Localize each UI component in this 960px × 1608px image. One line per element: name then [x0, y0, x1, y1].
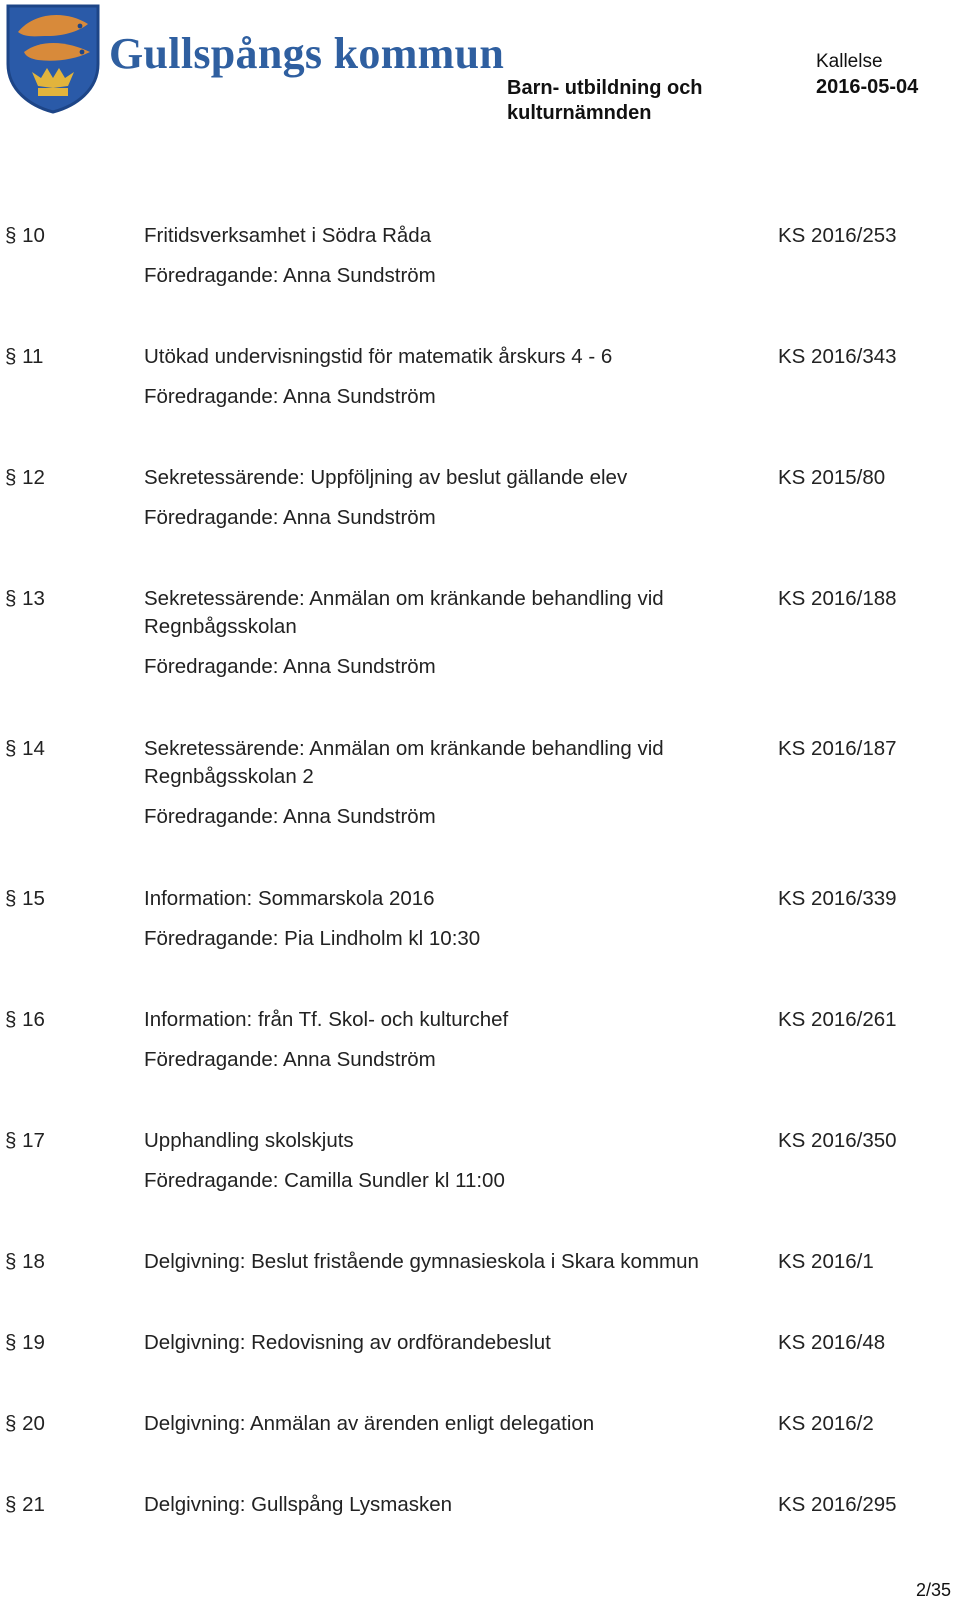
committee-name: [507, 76, 707, 126]
section-number: § 20: [5, 1412, 45, 1435]
page-number: 2/35: [916, 1580, 952, 1600]
document-type: Kallelse: [816, 51, 883, 72]
item-title: Delgivning: Beslut fristående gymnasieskola i Skara kommun: [144, 1250, 699, 1273]
case-number: KS 2016/253: [778, 224, 897, 247]
item-title: Delgivning: Redovisning av ordförandebeslut: [144, 1331, 551, 1354]
item-presenter: Föredragande: Pia Lindholm kl 10:30: [144, 927, 481, 950]
item-presenter: Föredragande: Anna Sundström: [144, 264, 436, 287]
item-presenter: Föredragande: Anna Sundström: [144, 506, 436, 529]
section-number: § 16: [5, 1008, 45, 1031]
section-number: § 15: [5, 887, 45, 910]
case-number: KS 2016/2: [778, 1412, 874, 1435]
coat-of-arms-icon: [4, 2, 102, 114]
item-title: Delgivning: Gullspång Lysmasken: [144, 1493, 453, 1516]
item-title: Information: från Tf. Skol- och kulturchef: [144, 1008, 509, 1031]
section-number: § 14: [5, 737, 45, 760]
item-title: Information: Sommarskola 2016: [144, 887, 435, 910]
case-number: KS 2016/48: [778, 1331, 886, 1354]
item-title: Delgivning: Anmälan av ärenden enligt delegation: [144, 1412, 595, 1435]
case-number: KS 2016/187: [778, 737, 897, 760]
section-number: § 19: [5, 1331, 45, 1354]
section-number: § 18: [5, 1250, 45, 1273]
item-presenter: Föredragande: Anna Sundström: [144, 385, 436, 408]
item-title: Upphandling skolskjuts: [144, 1129, 354, 1152]
item-title: Fritidsverksamhet i Södra Råda: [144, 224, 432, 247]
item-presenter: Föredragande: Camilla Sundler kl 11:00: [144, 1169, 505, 1192]
document-date: 2016-05-04: [816, 76, 919, 98]
municipality-logo: [4, 2, 505, 114]
item-title: Utökad undervisningstid för matematik årskurs 4 - 6: [144, 345, 613, 368]
case-number: KS 2015/80: [778, 466, 886, 489]
case-number: KS 2016/261: [778, 1008, 897, 1031]
item-presenter: Föredragande: Anna Sundström: [144, 805, 436, 828]
case-number: KS 2016/339: [778, 887, 897, 910]
municipality-name: Gullspångs kommun: [109, 29, 505, 78]
section-number: § 13: [5, 587, 45, 610]
section-number: § 21: [5, 1493, 45, 1516]
case-number: KS 2016/188: [778, 587, 897, 610]
case-number: KS 2016/350: [778, 1129, 897, 1152]
case-number: KS 2016/1: [778, 1250, 874, 1273]
committee-line-1: Barn- utbildning och: [507, 77, 703, 99]
item-title: Sekretessärende: Anmälan om kränkande behandling vid Regnbågsskolan: [144, 587, 664, 638]
section-number: § 12: [5, 466, 45, 489]
case-number: KS 2016/295: [778, 1493, 897, 1516]
section-number: § 11: [5, 345, 44, 368]
item-title: Sekretessärende: Anmälan om kränkande behandling vid Regnbågsskolan 2: [144, 737, 664, 788]
section-number: § 17: [5, 1129, 45, 1152]
committee-line-2: kulturnämnden: [507, 102, 652, 124]
item-presenter: Föredragande: Anna Sundström: [144, 1048, 436, 1071]
item-title: Sekretessärende: Uppföljning av beslut gällande elev: [144, 466, 628, 489]
section-number: § 10: [5, 224, 45, 247]
item-presenter: Föredragande: Anna Sundström: [144, 655, 436, 678]
case-number: KS 2016/343: [778, 345, 897, 368]
